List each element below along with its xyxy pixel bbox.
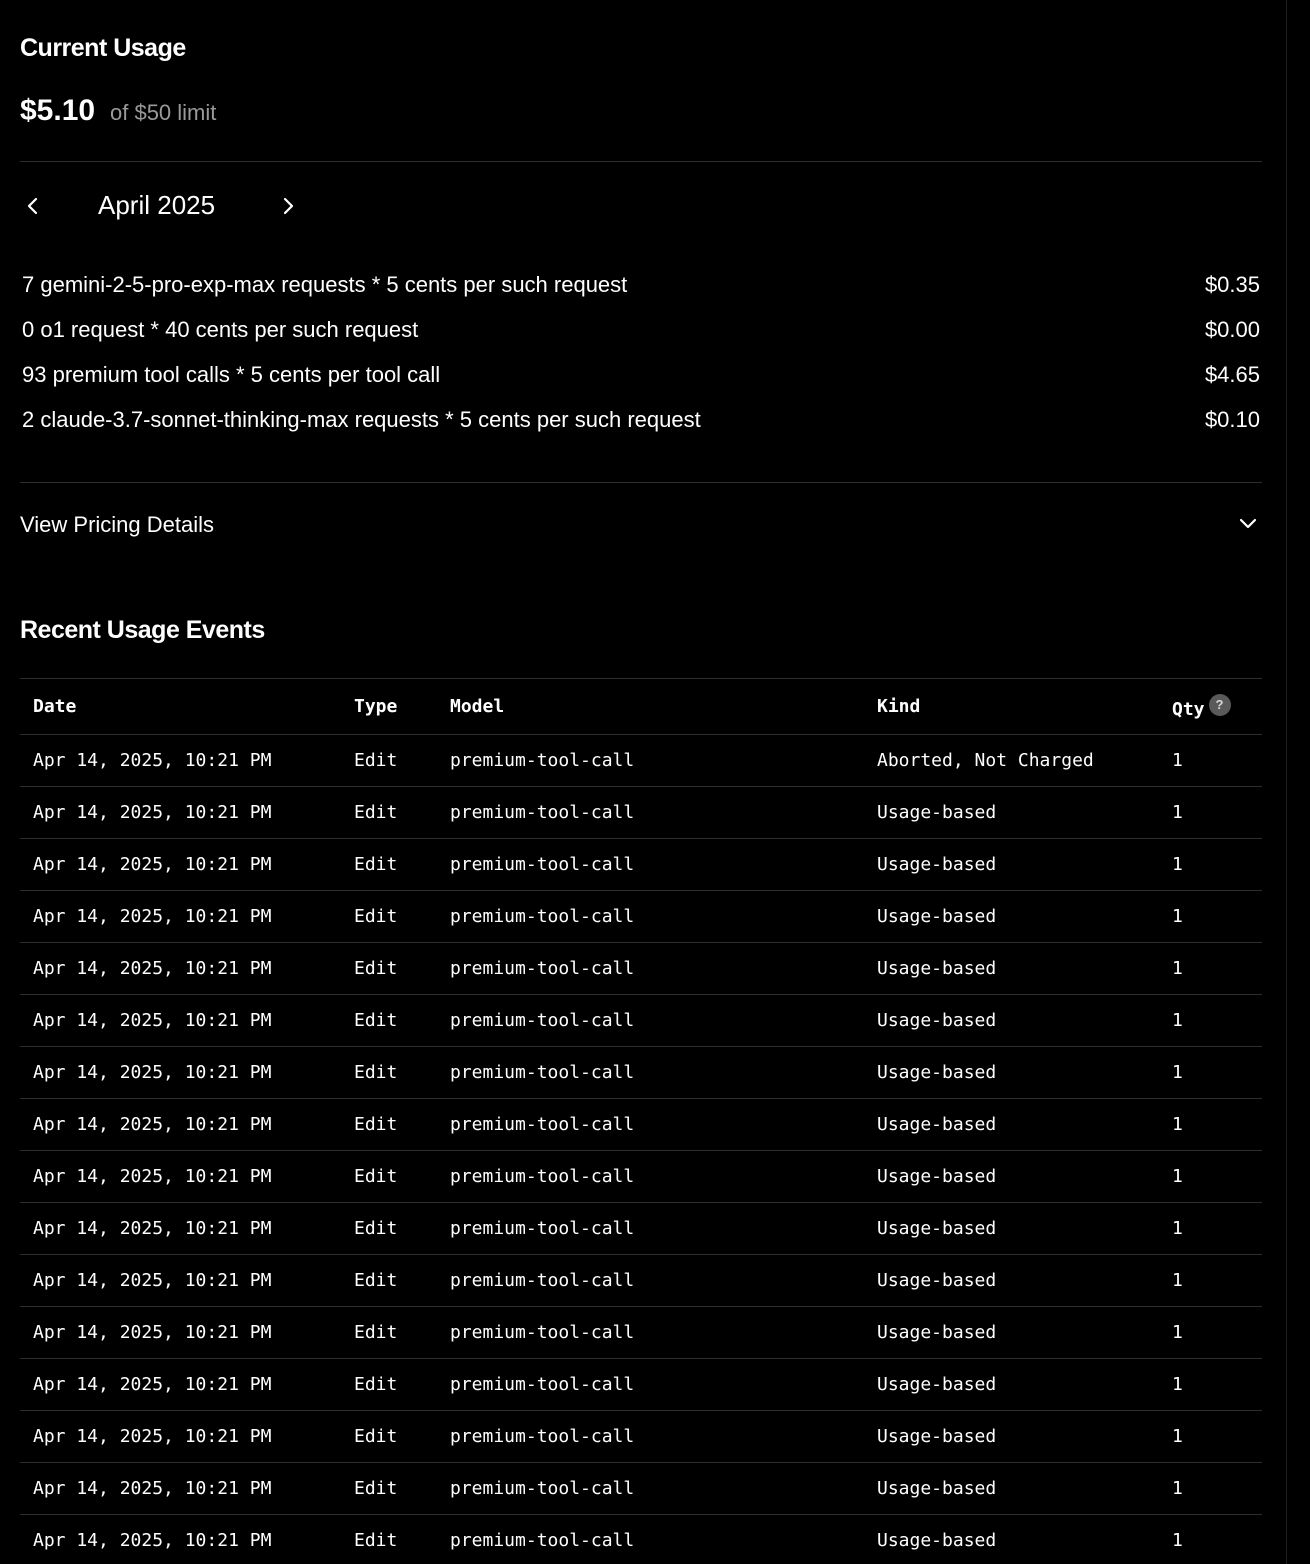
table-row — [20, 1099, 1262, 1151]
event-model: premium-tool-call — [450, 958, 635, 979]
column-header-type: Type — [354, 696, 398, 717]
divider — [20, 161, 1262, 162]
event-date: Apr 14, 2025, 10:21 PM — [33, 1062, 272, 1083]
divider — [20, 482, 1262, 483]
column-header-kind: Kind — [877, 696, 921, 717]
table-row — [20, 839, 1262, 891]
table-row — [20, 1047, 1262, 1099]
event-date: Apr 14, 2025, 10:21 PM — [33, 750, 272, 771]
event-qty: 1 — [1172, 854, 1183, 875]
event-kind: Usage-based — [877, 1322, 997, 1343]
line-item-amount: $0.00 — [1204, 317, 1260, 342]
event-date: Apr 14, 2025, 10:21 PM — [33, 854, 272, 875]
event-qty: 1 — [1172, 906, 1183, 927]
event-model: premium-tool-call — [450, 1374, 635, 1395]
month-label: April 2025 — [98, 190, 216, 220]
event-date: Apr 14, 2025, 10:21 PM — [33, 802, 272, 823]
pricing-details-label: View Pricing Details — [20, 512, 215, 537]
line-item — [22, 358, 1260, 403]
table-row — [20, 891, 1262, 943]
event-date: Apr 14, 2025, 10:21 PM — [33, 1270, 272, 1291]
event-kind: Usage-based — [877, 854, 997, 875]
qty-header-label: Qty — [1172, 698, 1205, 720]
event-date: Apr 14, 2025, 10:21 PM — [33, 1530, 272, 1551]
table-row — [20, 1359, 1262, 1411]
event-type: Edit — [354, 1374, 398, 1395]
next-month-button[interactable] — [274, 192, 302, 220]
help-icon[interactable]: ? — [1209, 694, 1231, 716]
table-row — [20, 995, 1262, 1047]
table-row — [20, 1151, 1262, 1203]
event-qty: 1 — [1172, 1478, 1183, 1499]
event-model: premium-tool-call — [450, 750, 635, 771]
event-type: Edit — [354, 1114, 398, 1135]
event-model: premium-tool-call — [450, 1166, 635, 1187]
column-header-date: Date — [33, 696, 77, 717]
table-row — [20, 1255, 1262, 1307]
event-kind: Usage-based — [877, 1218, 997, 1239]
event-model: premium-tool-call — [450, 906, 635, 927]
current-usage-heading: Current Usage — [20, 34, 186, 62]
column-header-qty — [1159, 679, 1262, 735]
event-qty: 1 — [1172, 750, 1183, 771]
chevron-left-icon — [25, 196, 41, 216]
event-qty: 1 — [1172, 1010, 1183, 1031]
view-pricing-details-toggle[interactable] — [20, 500, 1262, 550]
usage-amount: $5.10 — [20, 94, 96, 127]
line-item — [22, 268, 1260, 313]
event-date: Apr 14, 2025, 10:21 PM — [33, 1166, 272, 1187]
line-item — [22, 313, 1260, 358]
table-row — [20, 1515, 1262, 1564]
event-kind: Usage-based — [877, 1374, 997, 1395]
event-kind: Usage-based — [877, 1062, 997, 1083]
scroll-divider — [1286, 0, 1287, 1564]
previous-month-button[interactable] — [19, 192, 47, 220]
line-item — [22, 403, 1260, 448]
event-type: Edit — [354, 854, 398, 875]
table-row — [20, 1463, 1262, 1515]
line-item-description: 0 o1 request * 40 cents per such request — [22, 317, 419, 342]
event-model: premium-tool-call — [450, 1218, 635, 1239]
event-kind: Usage-based — [877, 958, 997, 979]
event-type: Edit — [354, 750, 398, 771]
chevron-right-icon — [280, 196, 296, 216]
event-model: premium-tool-call — [450, 802, 635, 823]
event-date: Apr 14, 2025, 10:21 PM — [33, 906, 272, 927]
event-type: Edit — [354, 958, 398, 979]
event-qty: 1 — [1172, 1114, 1183, 1135]
recent-usage-events-heading: Recent Usage Events — [20, 616, 265, 644]
event-model: premium-tool-call — [450, 1114, 635, 1135]
table-header-row — [20, 679, 1262, 735]
month-navigator — [20, 186, 320, 228]
event-qty: 1 — [1172, 1166, 1183, 1187]
event-qty: 1 — [1172, 1374, 1183, 1395]
event-type: Edit — [354, 1478, 398, 1499]
event-date: Apr 14, 2025, 10:21 PM — [33, 1374, 272, 1395]
event-date: Apr 14, 2025, 10:21 PM — [33, 1218, 272, 1239]
event-qty: 1 — [1172, 802, 1183, 823]
usage-limit: of $50 limit — [110, 100, 217, 125]
event-model: premium-tool-call — [450, 1270, 635, 1291]
chevron-down-icon — [1238, 514, 1258, 534]
event-kind: Usage-based — [877, 1530, 997, 1551]
event-qty: 1 — [1172, 1530, 1183, 1551]
event-date: Apr 14, 2025, 10:21 PM — [33, 1010, 272, 1031]
event-kind: Usage-based — [877, 1114, 997, 1135]
event-kind: Usage-based — [877, 906, 997, 927]
line-item-amount: $0.10 — [1204, 407, 1260, 432]
event-kind: Usage-based — [877, 1270, 997, 1291]
event-type: Edit — [354, 1426, 398, 1447]
event-type: Edit — [354, 802, 398, 823]
event-qty: 1 — [1172, 1218, 1183, 1239]
event-type: Edit — [354, 906, 398, 927]
table-row — [20, 735, 1262, 787]
line-item-description: 93 premium tool calls * 5 cents per tool call — [22, 362, 441, 387]
line-item-description: 2 claude-3.7-sonnet-thinking-max requests * 5 cents per such request — [22, 407, 701, 432]
table-row — [20, 787, 1262, 839]
line-item-amount: $0.35 — [1204, 272, 1260, 297]
line-item-description: 7 gemini-2-5-pro-exp-max requests * 5 cents per such request — [22, 272, 628, 297]
event-model: premium-tool-call — [450, 1062, 635, 1083]
event-qty: 1 — [1172, 958, 1183, 979]
event-type: Edit — [354, 1166, 398, 1187]
event-kind: Usage-based — [877, 1426, 997, 1447]
event-qty: 1 — [1172, 1426, 1183, 1447]
table-row — [20, 943, 1262, 995]
event-kind: Aborted, Not Charged — [877, 750, 1094, 771]
event-qty: 1 — [1172, 1062, 1183, 1083]
column-header-model: Model — [450, 696, 505, 717]
event-kind: Usage-based — [877, 802, 997, 823]
event-model: premium-tool-call — [450, 1010, 635, 1031]
event-kind: Usage-based — [877, 1010, 997, 1031]
table-row — [20, 1307, 1262, 1359]
event-model: premium-tool-call — [450, 1530, 635, 1551]
event-date: Apr 14, 2025, 10:21 PM — [33, 958, 272, 979]
table-row — [20, 1203, 1262, 1255]
line-item-amount: $4.65 — [1204, 362, 1260, 387]
event-model: premium-tool-call — [450, 854, 635, 875]
event-type: Edit — [354, 1010, 398, 1031]
event-date: Apr 14, 2025, 10:21 PM — [33, 1114, 272, 1135]
event-qty: 1 — [1172, 1322, 1183, 1343]
event-type: Edit — [354, 1322, 398, 1343]
event-model: premium-tool-call — [450, 1478, 635, 1499]
event-qty: 1 — [1172, 1270, 1183, 1291]
event-kind: Usage-based — [877, 1166, 997, 1187]
usage-events-table — [20, 678, 1262, 1564]
event-date: Apr 14, 2025, 10:21 PM — [33, 1426, 272, 1447]
event-type: Edit — [354, 1270, 398, 1291]
table-row — [20, 1411, 1262, 1463]
event-type: Edit — [354, 1218, 398, 1239]
event-kind: Usage-based — [877, 1478, 997, 1499]
usage-line-items — [22, 268, 1260, 448]
event-type: Edit — [354, 1530, 398, 1551]
event-date: Apr 14, 2025, 10:21 PM — [33, 1478, 272, 1499]
event-type: Edit — [354, 1062, 398, 1083]
event-model: premium-tool-call — [450, 1426, 635, 1447]
event-model: premium-tool-call — [450, 1322, 635, 1343]
event-date: Apr 14, 2025, 10:21 PM — [33, 1322, 272, 1343]
